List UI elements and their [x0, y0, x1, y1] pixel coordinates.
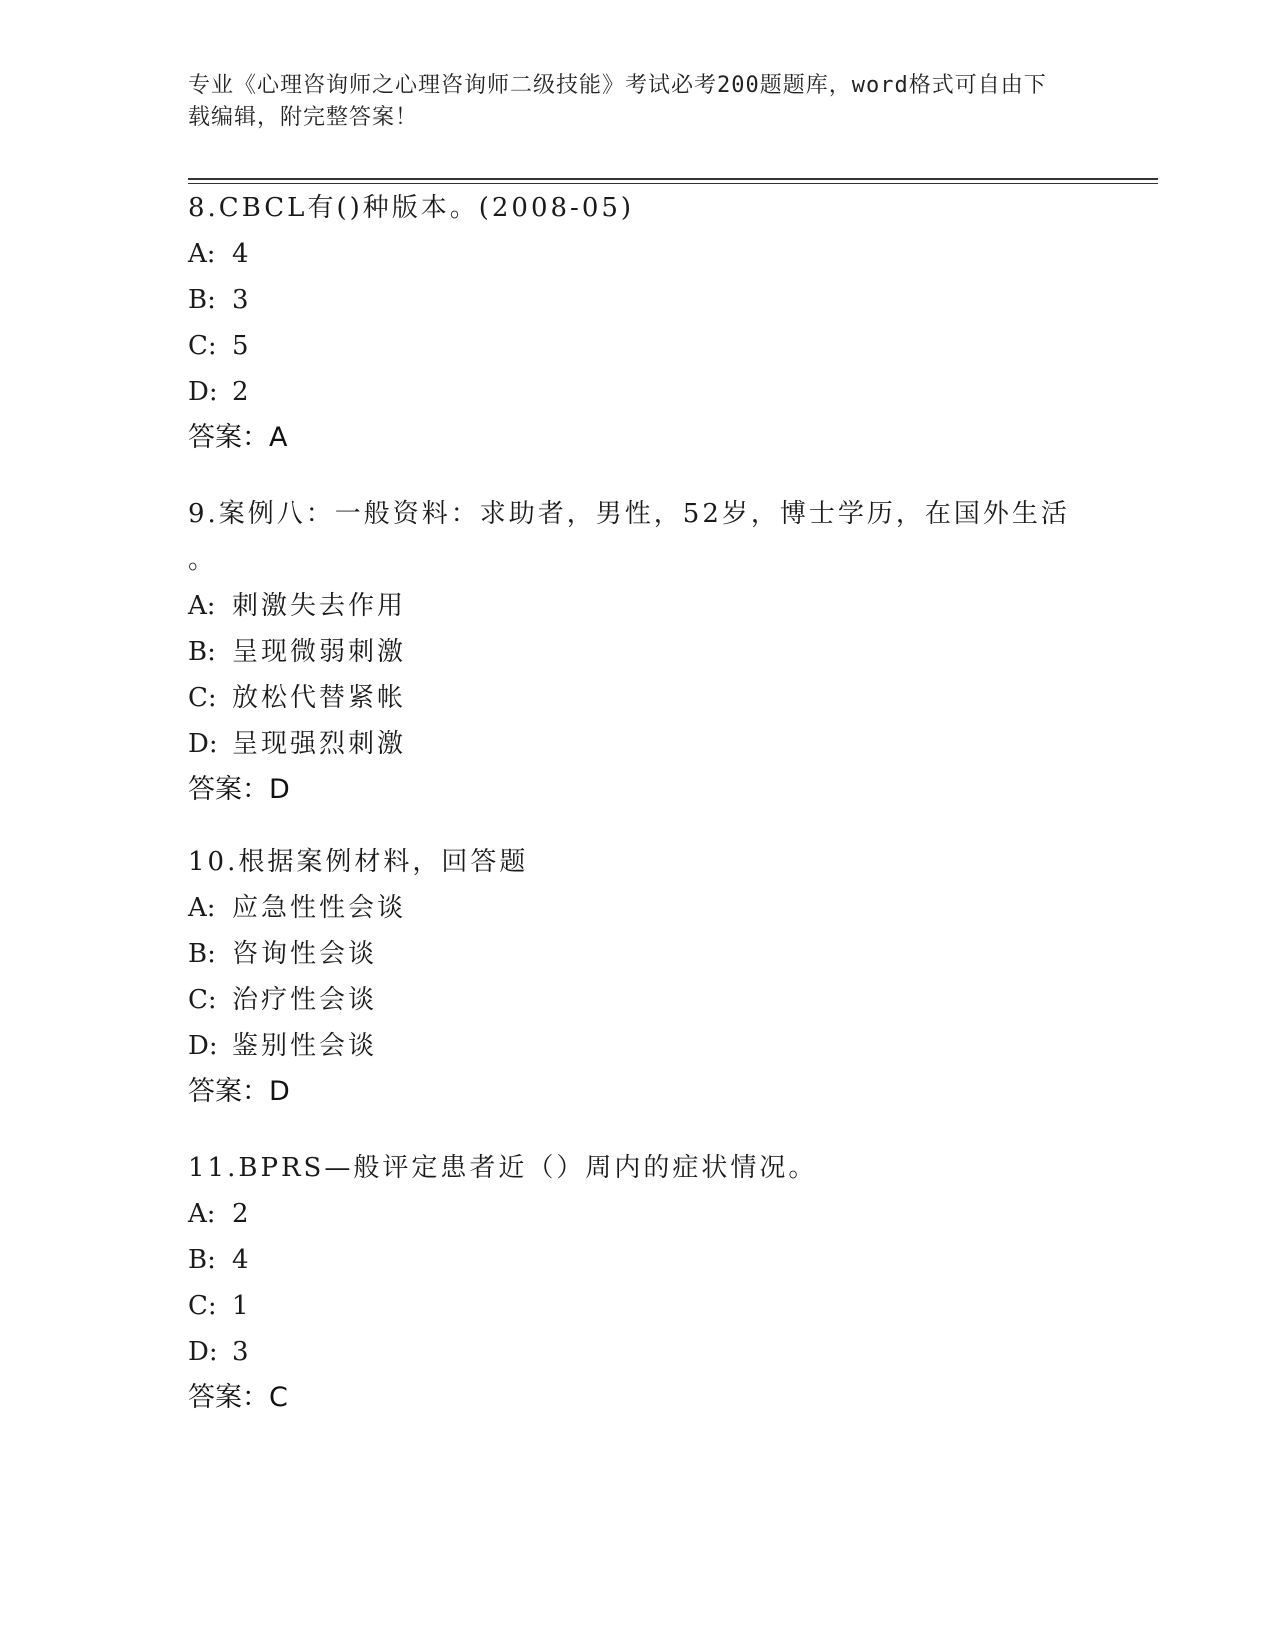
option-letter: D:: [188, 1337, 218, 1367]
option-letter: B:: [188, 285, 216, 315]
option-text: 4: [232, 239, 252, 269]
option-letter: C:: [188, 331, 217, 361]
option-c: [188, 329, 1108, 363]
option-text: 应急性性会谈: [232, 893, 407, 923]
question-stem-text: 9.案例八：一般资料：求助者，男性，52岁，博士学历，在国外生活: [188, 499, 1070, 529]
option-c: [188, 681, 1108, 715]
option-text: 呈现微弱刺激: [232, 637, 407, 667]
question-9: [188, 497, 1108, 807]
option-letter: A:: [188, 239, 216, 269]
answer-line: [188, 421, 1108, 455]
option-text: 3: [232, 1337, 252, 1367]
option-letter: C:: [188, 1291, 217, 1321]
option-a: [188, 589, 1108, 623]
option-text: 鉴别性会谈: [232, 1031, 378, 1061]
option-text: 刺激失去作用: [232, 591, 407, 621]
question-10: [188, 845, 1108, 1109]
option-text: 2: [232, 1199, 252, 1229]
option-text: 呈现强烈刺激: [232, 729, 407, 759]
option-letter: B:: [188, 1245, 216, 1275]
option-b: [188, 1243, 1108, 1277]
answer-value: A: [269, 422, 288, 453]
option-d: [188, 1335, 1108, 1369]
option-text: 2: [232, 377, 252, 407]
question-stem: [188, 191, 1108, 225]
option-letter: D:: [188, 1031, 218, 1061]
answer-line: [188, 1381, 1108, 1415]
option-d: [188, 727, 1108, 761]
header-rule-top: [188, 178, 1158, 180]
header-rule-bottom: [188, 183, 1158, 184]
question-stem-continuation: 。: [188, 545, 218, 575]
answer-line: [188, 1075, 1108, 1109]
answer-value: D: [269, 774, 290, 805]
document-header: 专业《心理咨询师之心理咨询师二级技能》考试必考200题题库，word格式可自由下载编辑，附完整答案！: [188, 73, 1047, 130]
question-stem-text: 10.根据案例材料，回答题: [188, 847, 529, 877]
option-b: [188, 635, 1108, 669]
answer-label: 答案：: [188, 774, 269, 805]
option-c: [188, 983, 1108, 1017]
option-letter: D:: [188, 729, 218, 759]
answer-value: C: [269, 1382, 288, 1413]
option-a: [188, 1197, 1108, 1231]
answer-line: [188, 773, 1108, 807]
option-letter: A:: [188, 1199, 216, 1229]
question-8: [188, 191, 1108, 455]
option-letter: C:: [188, 985, 217, 1015]
option-text: 3: [232, 285, 252, 315]
question-stem-text: 8.CBCL有()种版本。(2008-05): [188, 193, 635, 223]
option-letter: B:: [188, 939, 216, 969]
option-text: 4: [232, 1245, 252, 1275]
question-stem: [188, 845, 1108, 879]
answer-label: 答案：: [188, 1382, 269, 1413]
answer-label: 答案：: [188, 422, 269, 453]
option-c: [188, 1289, 1108, 1323]
option-a: [188, 237, 1108, 271]
option-a: [188, 891, 1108, 925]
answer-value: D: [269, 1076, 290, 1107]
answer-label: 答案：: [188, 1076, 269, 1107]
question-11: [188, 1151, 1108, 1415]
option-d: [188, 375, 1108, 409]
option-b: [188, 937, 1108, 971]
question-stem-text: 11.BPRS—般评定患者近（）周内的症状情况。: [188, 1153, 818, 1183]
option-text: 放松代替紧帐: [232, 683, 407, 713]
option-letter: A:: [188, 893, 216, 923]
option-text: 5: [232, 331, 252, 361]
option-letter: C:: [188, 683, 217, 713]
option-letter: B:: [188, 637, 216, 667]
option-letter: A:: [188, 591, 216, 621]
question-stem: [188, 497, 1108, 577]
option-d: [188, 1029, 1108, 1063]
option-b: [188, 283, 1108, 317]
option-text: 咨询性会谈: [232, 939, 378, 969]
question-stem: [188, 1151, 1108, 1185]
option-text: 1: [232, 1291, 252, 1321]
option-text: 治疗性会谈: [232, 985, 378, 1015]
option-letter: D:: [188, 377, 218, 407]
